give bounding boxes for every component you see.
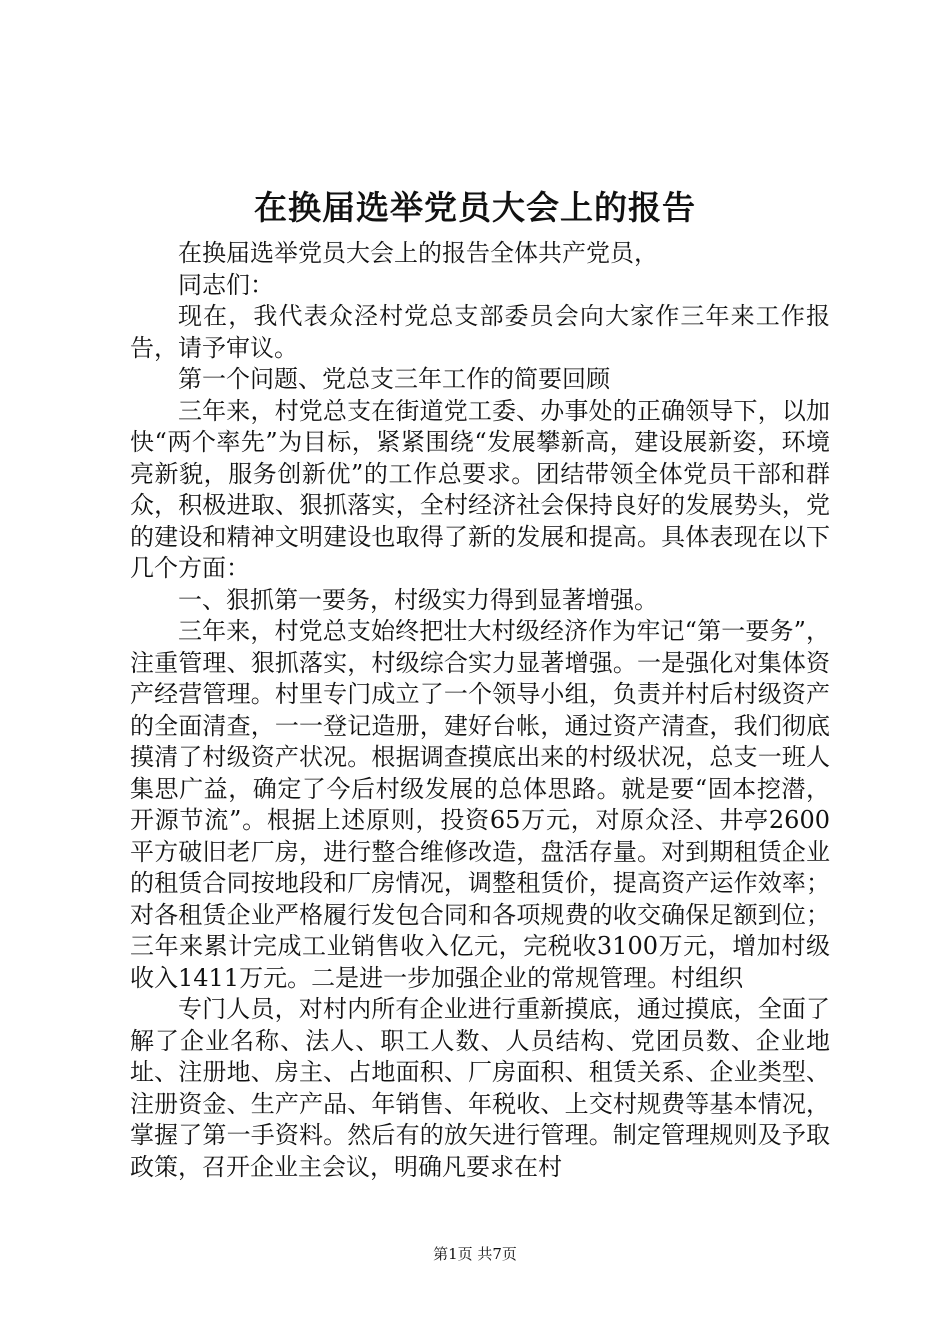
paragraph: 三年来，村党总支始终把壮大村级经济作为牢记“第一要务”，注重管理、狠抓落实，村级综合实力显著增强。一是强化对集体资产经营管理。村里专门成立了一个领导小组，负责并村后村级资产的全面清查，一一登记造册，建好台帐，通过资产清查，我们彻底摸清了村级资产状况。根据调查摸底出来的村级状况，总支一班人集思广益，确定了今后村级发展的总体思路。就是要“固本挖潜，开源节流”。根据上述原则，投资65万元，对原众泾、井亭2600平方破旧老厂房，进行整合维修改造，盘活存量。对到期租赁企业的租赁合同按地段和厂房情况，调整租赁价，提高资产运作效率；对各租赁企业严格履行发包合同和各项规费的收交确保足额到位；三年来累计完成工业销售收入亿元，完税收3100万元，增加村级收入1411万元。二是进一步加强企业的常规管理。村组织: [130, 617, 830, 992]
paragraph: 专门人员，对村内所有企业进行重新摸底，通过摸底，全面了解了企业名称、法人、职工人数、人员结构、党团员数、企业地址、注册地、房主、占地面积、厂房面积、租赁关系、企业类型、注册资金、生产产品、年销售、年税收、上交村规费等基本情况，掌握了第一手资料。然后有的放矢进行管理。制定管理规则及予取政策，召开企业主会议，明确凡要求在村: [130, 995, 830, 1181]
paragraph: 在换届选举党员大会上的报告全体共产党员，: [178, 239, 658, 267]
paragraph: 同志们：: [178, 270, 274, 299]
document-body: [130, 238, 830, 1183]
paragraph: 现在，我代表众泾村党总支部委员会向大家作三年来工作报告，请予审议。: [130, 302, 830, 362]
document-title: 在换届选举党员大会上的报告: [254, 188, 696, 227]
paragraph: 三年来，村党总支在街道党工委、办事处的正确领导下，以加快“两个率先”为目标，紧紧围绕“发展攀新高，建设展新姿，环境亮新貌，服务创新优”的工作总要求。团结带领全体党员干部和群众，积极进取、狠抓落实，全村经济社会保持良好的发展势头，党的建设和精神文明建设也取得了新的发展和提高。具体表现在以下几个方面：: [130, 396, 830, 582]
paragraph: 第一个问题、党总支三年工作的简要回顾: [178, 365, 610, 393]
paragraph: 一、狠抓第一要务，村级实力得到显著增强。: [178, 585, 658, 614]
page-number-footer: 第1页 共7页: [433, 1245, 517, 1263]
